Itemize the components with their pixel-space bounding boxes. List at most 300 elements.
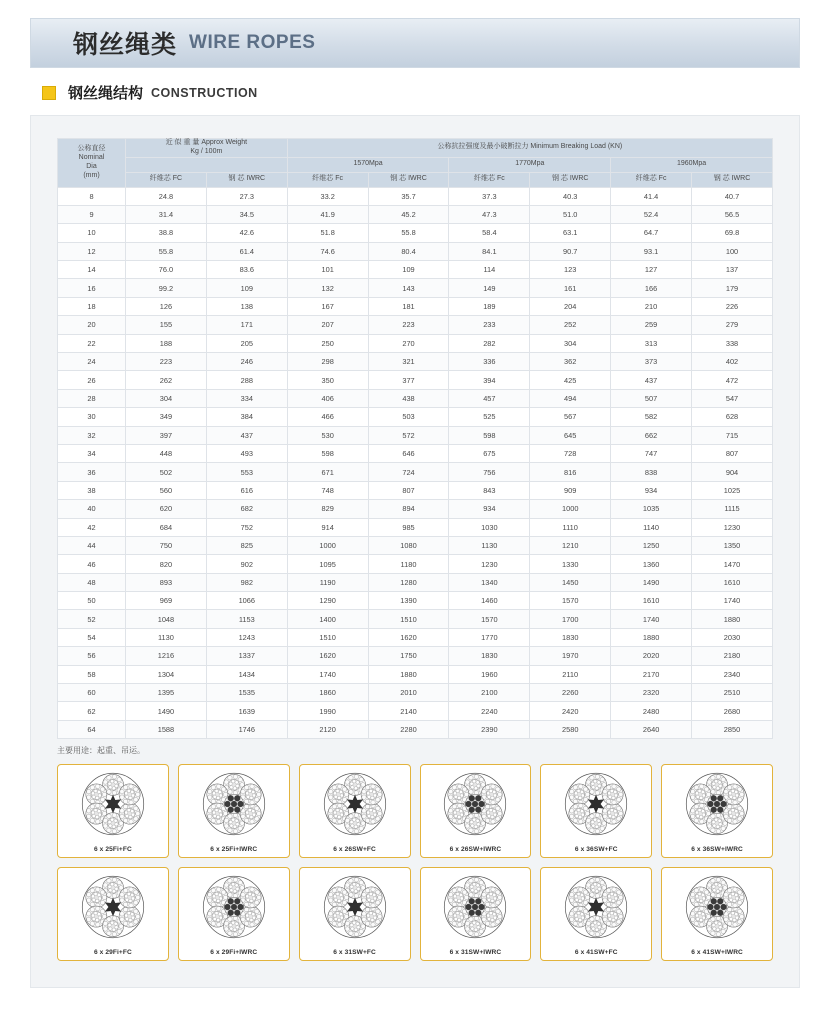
cell-value: 38.8	[126, 224, 207, 242]
cell-value: 313	[611, 334, 692, 352]
cell-nominal-dia: 44	[58, 536, 126, 554]
cell-value: 223	[126, 353, 207, 371]
cell-value: 1350	[692, 536, 773, 554]
cell-nominal-dia: 38	[58, 481, 126, 499]
construction-diagram-grid	[57, 764, 773, 961]
cell-value: 525	[449, 408, 530, 426]
construction-diagram-cell	[540, 867, 652, 961]
cell-value: 83.6	[206, 261, 287, 279]
cell-value: 1030	[449, 518, 530, 536]
construction-diagram-cell	[540, 764, 652, 858]
cell-value: 40.7	[692, 187, 773, 205]
cell-value: 132	[287, 279, 368, 297]
cell-value: 27.3	[206, 187, 287, 205]
cell-value: 909	[530, 481, 611, 499]
cell-value: 233	[449, 316, 530, 334]
cell-value: 171	[206, 316, 287, 334]
cell-value: 114	[449, 261, 530, 279]
cell-nominal-dia: 52	[58, 610, 126, 628]
cell-value: 226	[692, 297, 773, 315]
cell-value: 373	[611, 353, 692, 371]
cell-value: 1000	[530, 500, 611, 518]
cell-value: 934	[449, 500, 530, 518]
cell-value: 829	[287, 500, 368, 518]
table-row	[58, 205, 773, 223]
cell-nominal-dia: 56	[58, 647, 126, 665]
cell-value: 84.1	[449, 242, 530, 260]
cell-value: 63.1	[530, 224, 611, 242]
construction-diagram-label: 6 x 36SW+FC	[574, 846, 618, 854]
cell-value: 334	[206, 389, 287, 407]
cell-value: 628	[692, 408, 773, 426]
table-row	[58, 224, 773, 242]
rope-cross-section-icon	[443, 772, 507, 841]
cell-nominal-dia: 9	[58, 205, 126, 223]
cell-value: 137	[692, 261, 773, 279]
cell-value: 246	[206, 353, 287, 371]
header-group-1770: 1770Mpa	[449, 157, 611, 172]
construction-diagram-label: 6 x 29Fi+FC	[93, 949, 132, 957]
cell-value: 93.1	[611, 242, 692, 260]
table-row	[58, 316, 773, 334]
cell-value: 143	[368, 279, 449, 297]
table-row	[58, 610, 773, 628]
usage-note: 主要用途：起重、吊运。	[57, 746, 145, 756]
construction-diagram-cell	[178, 764, 290, 858]
cell-value: 1230	[449, 555, 530, 573]
cell-value: 204	[530, 297, 611, 315]
cell-nominal-dia: 30	[58, 408, 126, 426]
cell-value: 747	[611, 444, 692, 462]
rope-cross-section-icon	[202, 772, 266, 841]
banner-title-en: WIRE ROPES	[189, 32, 316, 53]
header-group-1570: 1570Mpa	[287, 157, 449, 172]
cell-value: 2170	[611, 665, 692, 683]
cell-value: 1250	[611, 536, 692, 554]
cell-value: 748	[287, 481, 368, 499]
cell-value: 530	[287, 426, 368, 444]
cell-value: 567	[530, 408, 611, 426]
cell-value: 138	[206, 297, 287, 315]
cell-value: 1770	[449, 628, 530, 646]
cell-value: 282	[449, 334, 530, 352]
cell-value: 985	[368, 518, 449, 536]
cell-value: 982	[206, 573, 287, 591]
cell-nominal-dia: 46	[58, 555, 126, 573]
cell-value: 350	[287, 371, 368, 389]
cell-value: 843	[449, 481, 530, 499]
cell-value: 2140	[368, 702, 449, 720]
cell-value: 547	[692, 389, 773, 407]
cell-value: 41.4	[611, 187, 692, 205]
cell-value: 2260	[530, 684, 611, 702]
section-title-en: CONSTRUCTION	[151, 85, 258, 100]
section-title-cn: 钢丝绳结构	[68, 84, 144, 102]
cell-value: 279	[692, 316, 773, 334]
cell-value: 127	[611, 261, 692, 279]
cell-value: 1110	[530, 518, 611, 536]
cell-nominal-dia: 32	[58, 426, 126, 444]
cell-value: 207	[287, 316, 368, 334]
cell-value: 1880	[692, 610, 773, 628]
table-row	[58, 684, 773, 702]
header-1570-fc: 纤维芯 Fc	[287, 172, 368, 187]
cell-value: 1750	[368, 647, 449, 665]
rope-cross-section-icon	[685, 772, 749, 841]
table-row	[58, 389, 773, 407]
cell-value: 437	[206, 426, 287, 444]
cell-value: 1390	[368, 592, 449, 610]
table-row	[58, 665, 773, 683]
cell-value: 189	[449, 297, 530, 315]
cell-value: 2680	[692, 702, 773, 720]
cell-value: 1290	[287, 592, 368, 610]
header-weight-fc: 纤维芯 FC	[126, 172, 207, 187]
header-nominal-dia-en2: Dia	[86, 162, 97, 170]
cell-value: 448	[126, 444, 207, 462]
table-row	[58, 426, 773, 444]
cell-value: 1746	[206, 720, 287, 738]
rope-cross-section-icon	[81, 875, 145, 944]
table-row	[58, 518, 773, 536]
cell-nominal-dia: 36	[58, 463, 126, 481]
cell-value: 493	[206, 444, 287, 462]
cell-value: 816	[530, 463, 611, 481]
cell-value: 41.9	[287, 205, 368, 223]
cell-value: 179	[692, 279, 773, 297]
table-row	[58, 628, 773, 646]
cell-value: 2480	[611, 702, 692, 720]
cell-value: 402	[692, 353, 773, 371]
cell-nominal-dia: 48	[58, 573, 126, 591]
cell-value: 1130	[126, 628, 207, 646]
cell-value: 1280	[368, 573, 449, 591]
cell-nominal-dia: 40	[58, 500, 126, 518]
construction-diagram-label: 6 x 41SW+FC	[574, 949, 618, 957]
cell-value: 2580	[530, 720, 611, 738]
cell-value: 362	[530, 353, 611, 371]
cell-value: 1470	[692, 555, 773, 573]
cell-value: 1830	[530, 628, 611, 646]
cell-value: 69.8	[692, 224, 773, 242]
cell-value: 1880	[368, 665, 449, 683]
cell-value: 149	[449, 279, 530, 297]
header-1960-fc: 纤维芯 Fc	[611, 172, 692, 187]
cell-value: 675	[449, 444, 530, 462]
cell-value: 1000	[287, 536, 368, 554]
cell-nominal-dia: 12	[58, 242, 126, 260]
cell-value: 166	[611, 279, 692, 297]
cell-value: 80.4	[368, 242, 449, 260]
cell-value: 259	[611, 316, 692, 334]
cell-value: 304	[126, 389, 207, 407]
cell-value: 1153	[206, 610, 287, 628]
cell-value: 502	[126, 463, 207, 481]
header-weight-iwrc: 钢 芯 IWRC	[206, 172, 287, 187]
construction-diagram-label: 6 x 29Fi+IWRC	[210, 949, 258, 957]
cell-value: 1610	[611, 592, 692, 610]
cell-nominal-dia: 58	[58, 665, 126, 683]
cell-value: 76.0	[126, 261, 207, 279]
cell-value: 40.3	[530, 187, 611, 205]
cell-value: 1080	[368, 536, 449, 554]
cell-value: 2320	[611, 684, 692, 702]
cell-value: 507	[611, 389, 692, 407]
cell-nominal-dia: 34	[58, 444, 126, 462]
cell-value: 466	[287, 408, 368, 426]
cell-value: 682	[206, 500, 287, 518]
cell-value: 503	[368, 408, 449, 426]
cell-value: 52.4	[611, 205, 692, 223]
header-approx-weight-label: 近 似 重 量 Approx Weight	[165, 139, 248, 146]
table-row	[58, 500, 773, 518]
cell-nominal-dia: 10	[58, 224, 126, 242]
cell-value: 1035	[611, 500, 692, 518]
cell-nominal-dia: 16	[58, 279, 126, 297]
table-row	[58, 702, 773, 720]
table-row	[58, 536, 773, 554]
cell-value: 1304	[126, 665, 207, 683]
cell-value: 2340	[692, 665, 773, 683]
cell-value: 349	[126, 408, 207, 426]
cell-value: 472	[692, 371, 773, 389]
cell-value: 1490	[126, 702, 207, 720]
header-1770-fc: 纤维芯 Fc	[449, 172, 530, 187]
cell-value: 338	[692, 334, 773, 352]
table-row	[58, 592, 773, 610]
cell-value: 377	[368, 371, 449, 389]
cell-value: 100	[692, 242, 773, 260]
cell-value: 934	[611, 481, 692, 499]
cell-value: 123	[530, 261, 611, 279]
cell-value: 494	[530, 389, 611, 407]
cell-value: 838	[611, 463, 692, 481]
cell-nominal-dia: 8	[58, 187, 126, 205]
cell-value: 1880	[611, 628, 692, 646]
cell-value: 820	[126, 555, 207, 573]
cell-value: 560	[126, 481, 207, 499]
cell-value: 126	[126, 297, 207, 315]
cell-nominal-dia: 26	[58, 371, 126, 389]
construction-diagram-label: 6 x 41SW+IWRC	[691, 949, 743, 957]
cell-value: 1450	[530, 573, 611, 591]
cell-value: 1340	[449, 573, 530, 591]
construction-diagram-cell	[57, 867, 169, 961]
table-body	[58, 187, 773, 739]
banner-title-cn: 钢丝绳类	[73, 30, 178, 59]
cell-value: 2390	[449, 720, 530, 738]
cell-nominal-dia: 18	[58, 297, 126, 315]
cell-value: 250	[287, 334, 368, 352]
cell-value: 1588	[126, 720, 207, 738]
cell-value: 1230	[692, 518, 773, 536]
cell-value: 397	[126, 426, 207, 444]
bullet-square-icon	[42, 86, 56, 100]
construction-diagram-label: 6 x 26SW+IWRC	[449, 846, 502, 854]
cell-value: 2010	[368, 684, 449, 702]
cell-nominal-dia: 64	[58, 720, 126, 738]
cell-value: 437	[611, 371, 692, 389]
header-nominal-dia-cn: 公称直径	[77, 145, 106, 153]
cell-value: 2280	[368, 720, 449, 738]
rope-cross-section-icon	[323, 772, 387, 841]
cell-value: 457	[449, 389, 530, 407]
cell-value: 61.4	[206, 242, 287, 260]
table-header	[58, 139, 773, 188]
cell-value: 35.7	[368, 187, 449, 205]
table-row	[58, 371, 773, 389]
cell-value: 1830	[449, 647, 530, 665]
construction-diagram-label: 6 x 25Fi+IWRC	[210, 846, 258, 854]
cell-nominal-dia: 62	[58, 702, 126, 720]
cell-value: 205	[206, 334, 287, 352]
cell-value: 1700	[530, 610, 611, 628]
construction-diagram-label: 6 x 26SW+FC	[333, 846, 376, 854]
header-1570-iwrc: 钢 芯 IWRC	[368, 172, 449, 187]
table-row	[58, 334, 773, 352]
cell-value: 1180	[368, 555, 449, 573]
cell-value: 553	[206, 463, 287, 481]
section-heading	[42, 82, 830, 103]
construction-diagram-label: 6 x 36SW+IWRC	[691, 846, 743, 854]
cell-value: 620	[126, 500, 207, 518]
cell-nominal-dia: 24	[58, 353, 126, 371]
cell-nominal-dia: 14	[58, 261, 126, 279]
cell-value: 1140	[611, 518, 692, 536]
cell-value: 2510	[692, 684, 773, 702]
cell-value: 34.5	[206, 205, 287, 223]
rope-cross-section-icon	[564, 875, 628, 944]
cell-value: 1210	[530, 536, 611, 554]
cell-value: 1460	[449, 592, 530, 610]
cell-value: 914	[287, 518, 368, 536]
cell-value: 1095	[287, 555, 368, 573]
cell-value: 2640	[611, 720, 692, 738]
table-row	[58, 647, 773, 665]
cell-value: 45.2	[368, 205, 449, 223]
construction-diagram-cell	[299, 867, 411, 961]
cell-value: 37.3	[449, 187, 530, 205]
cell-value: 425	[530, 371, 611, 389]
cell-value: 2030	[692, 628, 773, 646]
cell-value: 1400	[287, 610, 368, 628]
cell-value: 223	[368, 316, 449, 334]
cell-value: 1535	[206, 684, 287, 702]
cell-value: 288	[206, 371, 287, 389]
cell-value: 646	[368, 444, 449, 462]
cell-value: 684	[126, 518, 207, 536]
table-row	[58, 261, 773, 279]
cell-value: 893	[126, 573, 207, 591]
cell-nominal-dia: 28	[58, 389, 126, 407]
cell-value: 582	[611, 408, 692, 426]
cell-value: 1130	[449, 536, 530, 554]
cell-value: 1115	[692, 500, 773, 518]
construction-diagram-cell	[661, 764, 773, 858]
cell-nominal-dia: 20	[58, 316, 126, 334]
cell-nominal-dia: 50	[58, 592, 126, 610]
cell-value: 1216	[126, 647, 207, 665]
cell-value: 109	[368, 261, 449, 279]
cell-value: 1639	[206, 702, 287, 720]
cell-value: 1360	[611, 555, 692, 573]
cell-value: 902	[206, 555, 287, 573]
page-root	[0, 18, 830, 1018]
construction-diagram-label: 6 x 25Fi+FC	[93, 846, 132, 854]
cell-value: 894	[368, 500, 449, 518]
cell-value: 715	[692, 426, 773, 444]
cell-value: 64.7	[611, 224, 692, 242]
cell-value: 1860	[287, 684, 368, 702]
cell-value: 1243	[206, 628, 287, 646]
cell-value: 167	[287, 297, 368, 315]
cell-nominal-dia: 42	[58, 518, 126, 536]
cell-value: 671	[287, 463, 368, 481]
cell-nominal-dia: 60	[58, 684, 126, 702]
cell-value: 1490	[611, 573, 692, 591]
cell-value: 1740	[692, 592, 773, 610]
content-panel	[30, 115, 800, 988]
cell-value: 1395	[126, 684, 207, 702]
cell-value: 51.8	[287, 224, 368, 242]
table-row	[58, 353, 773, 371]
construction-diagram-cell	[661, 867, 773, 961]
table-row	[58, 187, 773, 205]
table-row	[58, 555, 773, 573]
cell-value: 1510	[287, 628, 368, 646]
table-row	[58, 297, 773, 315]
header-nominal-dia-en: Nominal	[78, 154, 105, 161]
cell-value: 825	[206, 536, 287, 554]
cell-value: 1025	[692, 481, 773, 499]
cell-value: 1190	[287, 573, 368, 591]
wire-rope-spec-table	[57, 138, 773, 739]
cell-value: 1990	[287, 702, 368, 720]
cell-value: 1610	[692, 573, 773, 591]
cell-value: 270	[368, 334, 449, 352]
construction-diagram-cell	[178, 867, 290, 961]
cell-value: 616	[206, 481, 287, 499]
cell-value: 58.4	[449, 224, 530, 242]
cell-value: 384	[206, 408, 287, 426]
cell-value: 2420	[530, 702, 611, 720]
cell-value: 1740	[287, 665, 368, 683]
cell-value: 2180	[692, 647, 773, 665]
cell-value: 181	[368, 297, 449, 315]
cell-value: 1620	[368, 628, 449, 646]
cell-value: 55.8	[368, 224, 449, 242]
cell-value: 598	[449, 426, 530, 444]
cell-value: 1740	[611, 610, 692, 628]
cell-value: 1960	[449, 665, 530, 683]
cell-value: 24.8	[126, 187, 207, 205]
cell-value: 1048	[126, 610, 207, 628]
cell-value: 438	[368, 389, 449, 407]
cell-value: 252	[530, 316, 611, 334]
cell-value: 2850	[692, 720, 773, 738]
cell-value: 904	[692, 463, 773, 481]
cell-value: 572	[368, 426, 449, 444]
table-row	[58, 279, 773, 297]
rope-cross-section-icon	[323, 875, 387, 944]
cell-value: 109	[206, 279, 287, 297]
cell-value: 1620	[287, 647, 368, 665]
table-row	[58, 408, 773, 426]
cell-value: 1066	[206, 592, 287, 610]
cell-value: 304	[530, 334, 611, 352]
cell-value: 756	[449, 463, 530, 481]
cell-value: 74.6	[287, 242, 368, 260]
